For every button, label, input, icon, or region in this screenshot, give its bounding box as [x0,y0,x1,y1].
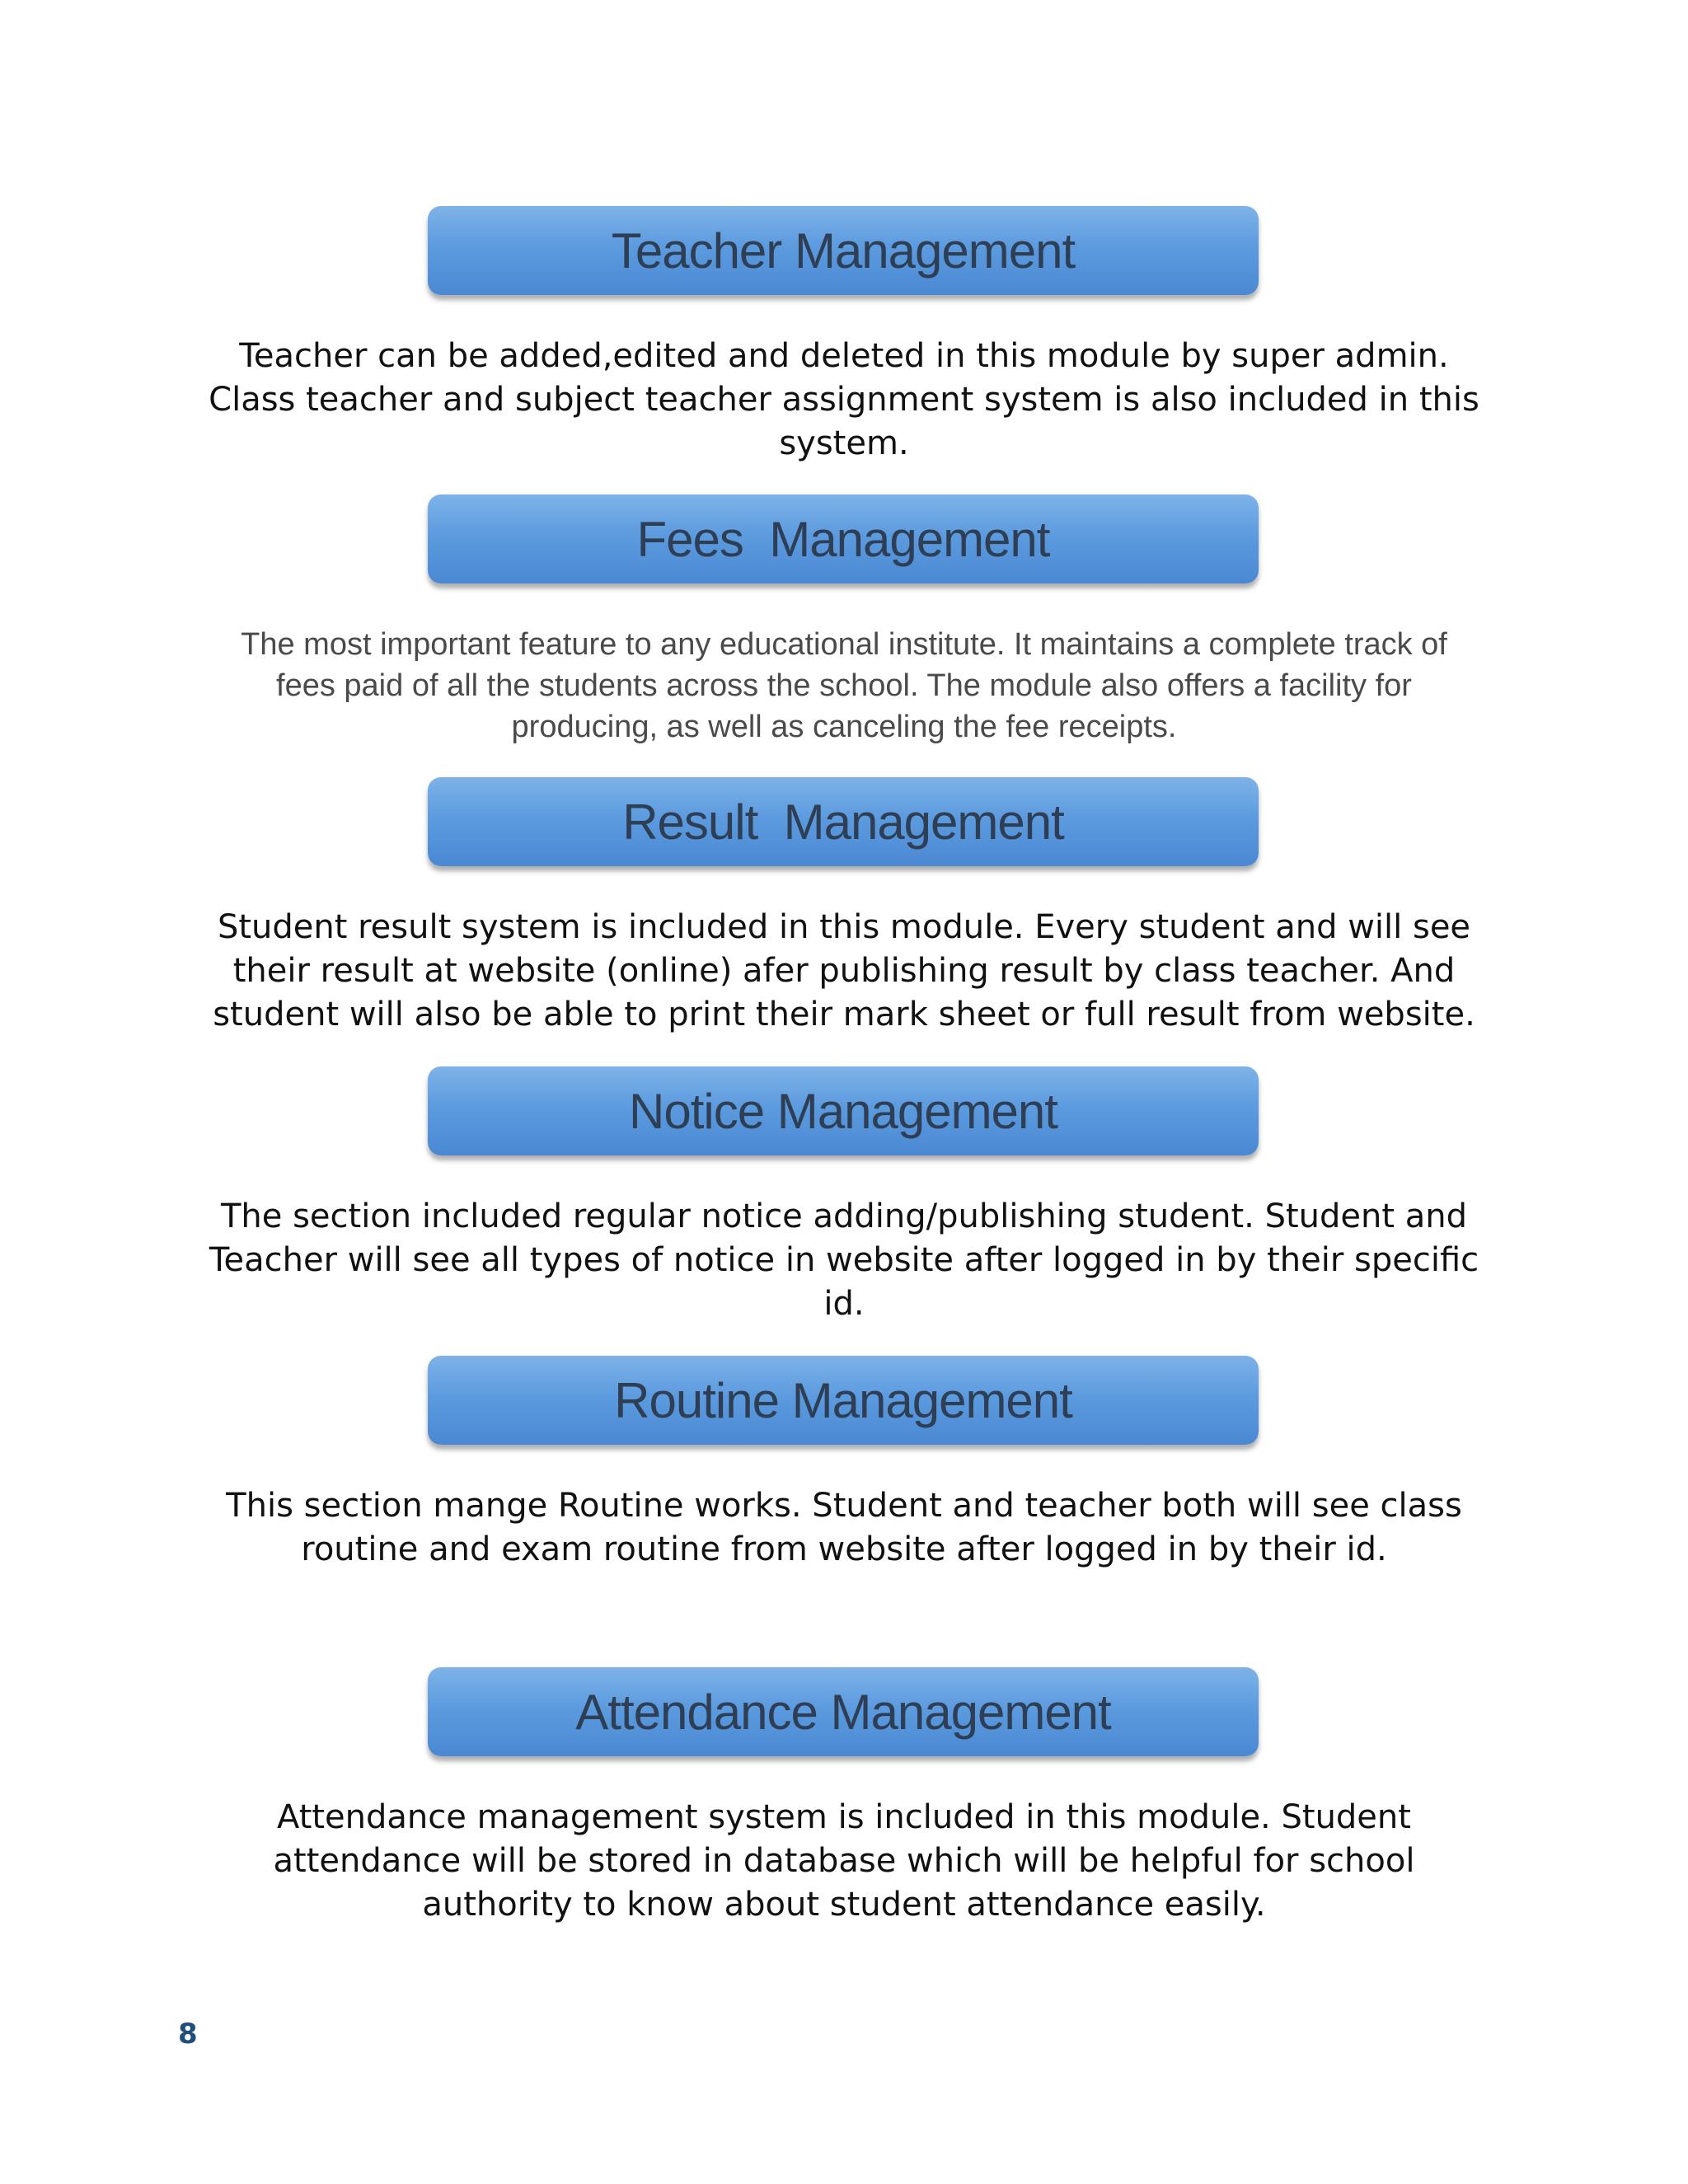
notice-management-description [181,1195,1507,1326]
section-title: Notice Management [629,1083,1057,1139]
attendance-management-description [181,1796,1507,1927]
page-number: 8 [178,2018,198,2050]
teacher-management-description [181,335,1507,466]
result-management-description [181,906,1507,1037]
notice-management-header [428,1066,1259,1155]
section-description: The most important feature to any educational institute. It maintains a complete track of fees paid of all the students across the school. The module also offers a facility for producing, as well as canceling the fee receipts. [241,627,1447,744]
section-title: Routine Management [614,1372,1072,1428]
section-title: Result Management [622,794,1064,850]
section-description: The section included regular notice adding/publishing student. Student and Teacher will see all types of notice in website after logged in by their specific id. [209,1197,1479,1323]
section-description: Student result system is included in this module. Every student and will see their result at website (online) afer publishing result by class teacher. And student will also be able to print their mark sheet or full result from website. [213,908,1475,1033]
section-description: Attendance management system is included in this module. Student attendance will be stored in database which will be helpful for school authority to know about student attendance easily. [273,1798,1415,1924]
section-title: Fees Management [636,511,1050,567]
fees-management-description [181,624,1507,748]
section-title: Teacher Management [611,223,1076,279]
attendance-management-header [428,1667,1259,1756]
section-description: This section mange Routine works. Student and teacher both will see class routine and exam routine from website after logged in by their id. [226,1487,1462,1568]
teacher-management-header [428,206,1259,295]
routine-management-description [181,1484,1507,1572]
fees-management-header [428,494,1259,583]
section-description: Teacher can be added,edited and deleted in this module by super admin. Class teacher and subject teacher assignment system is also included in this system. [209,337,1479,462]
section-title: Attendance Management [575,1684,1111,1740]
result-management-header [428,777,1259,866]
routine-management-header [428,1356,1259,1445]
